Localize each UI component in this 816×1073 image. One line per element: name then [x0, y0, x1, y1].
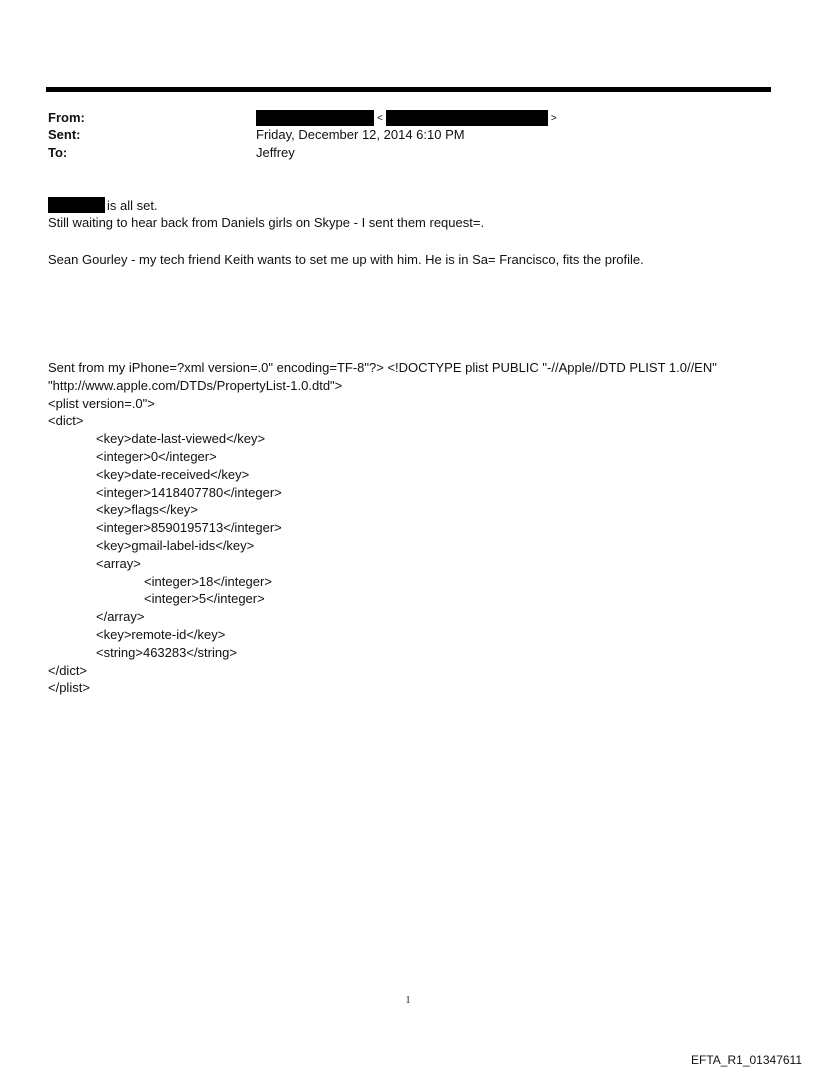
- xml-line: <integer>18</integer>: [144, 573, 272, 589]
- xml-line: </plist>: [48, 680, 90, 696]
- xml-line: <integer>1418407780</integer>: [96, 484, 282, 500]
- xml-line: <key>flags</key>: [96, 502, 198, 518]
- to-value: Jeffrey: [256, 145, 295, 160]
- sent-value: Friday, December 12, 2014 6:10 PM: [256, 127, 465, 142]
- redacted-sender-name: [256, 110, 374, 126]
- xml-line: <integer>5</integer>: [144, 591, 265, 607]
- xml-line: <dict>: [48, 413, 84, 429]
- body-line-2: Still waiting to hear back from Daniels girls on Skype - I sent them request=.: [48, 215, 485, 230]
- from-open-bracket: <: [377, 113, 383, 125]
- xml-line: <plist version=.0">: [48, 395, 155, 411]
- document-id: EFTA_R1_01347611: [691, 1053, 802, 1067]
- xml-line: <string>463283</string>: [96, 644, 237, 660]
- xml-line: <integer>8590195713</integer>: [96, 520, 282, 536]
- body-line-1-text: is all set.: [107, 198, 158, 213]
- body-line-3: Sean Gourley - my tech friend Keith wants to set me up with him. He is in Sa= Francisco, fits the profile.: [48, 252, 644, 267]
- header-divider: [46, 87, 771, 92]
- to-row: [48, 143, 748, 162]
- xml-line: <array>: [96, 555, 141, 571]
- xml-line: <key>gmail-label-ids</key>: [96, 537, 255, 553]
- from-close-bracket: >: [550, 113, 557, 125]
- page-number: 1: [405, 995, 411, 1006]
- xml-line: <key>remote-id</key>: [96, 626, 226, 642]
- redacted-name: [48, 197, 105, 213]
- xml-line: <key>date-received</key>: [96, 466, 250, 482]
- xml-line: </dict>: [48, 662, 88, 678]
- plist-xml-block: [48, 359, 768, 697]
- body-line-1: [48, 197, 768, 215]
- xml-line: <integer>0</integer>: [96, 448, 217, 464]
- xml-line: <key>date-last-viewed</key>: [96, 431, 266, 447]
- sent-label: Sent:: [48, 127, 81, 142]
- from-label: From:: [48, 110, 85, 125]
- sent-row: [48, 125, 748, 144]
- to-label: To:: [48, 145, 68, 160]
- redacted-sender-email: [386, 110, 548, 126]
- xml-line: </array>: [96, 609, 145, 625]
- xml-line: Sent from my iPhone=?xml version=.0" encoding=TF-8"?> <!DOCTYPE plist PUBLIC "-//Apple//DTD PLIST 1.0//EN": [48, 360, 717, 375]
- xml-line: "http://www.apple.com/DTDs/PropertyList-1.0.dtd">: [48, 377, 343, 393]
